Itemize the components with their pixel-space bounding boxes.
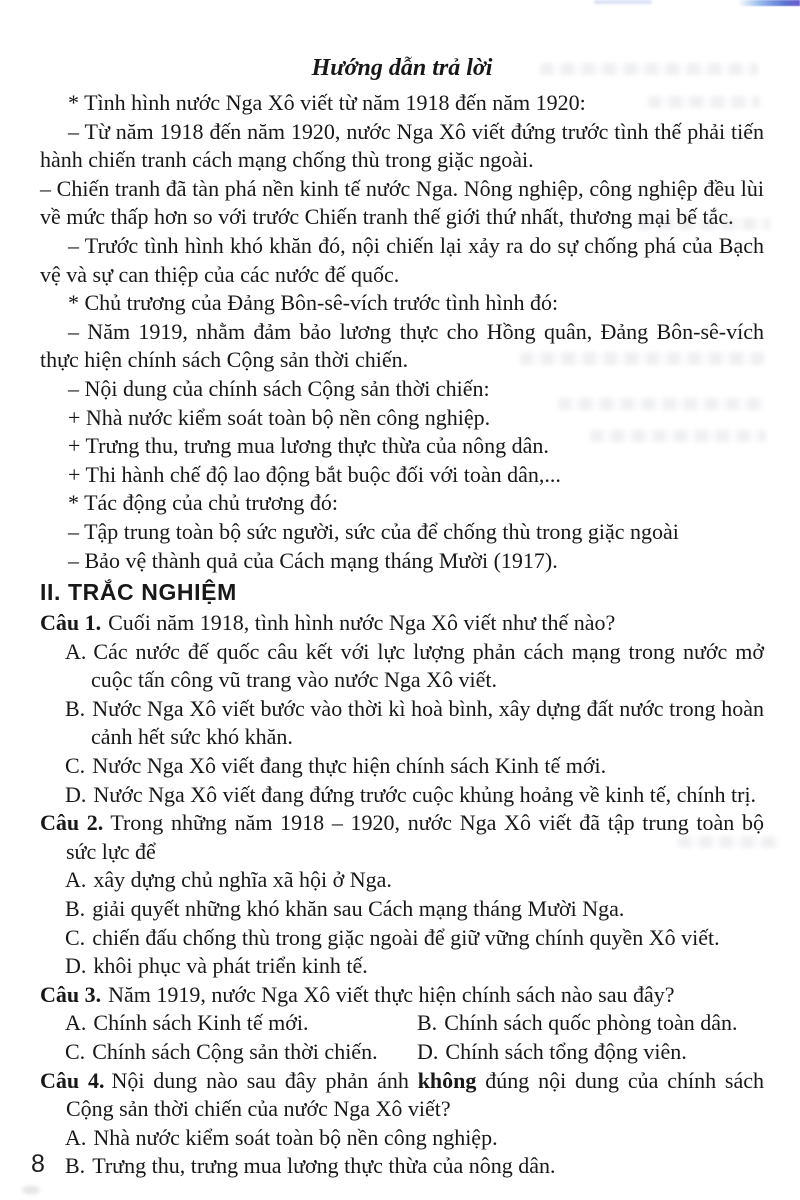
question-4-label: Câu 4.: [40, 1067, 105, 1093]
option-label: B.: [417, 1010, 438, 1036]
scan-artifact-dot: [22, 1186, 40, 1194]
question-3-option-c: [65, 1038, 417, 1067]
option-label: C.: [65, 753, 86, 779]
page-title: Hướng dẫn trả lời: [311, 55, 493, 81]
question-4-body-pre: Nội dung nào sau đây phản ánh: [111, 1067, 418, 1093]
question-4: [40, 1067, 764, 1181]
question-1-option-b: [65, 695, 764, 752]
question-2-option-b: [65, 895, 764, 924]
option-text: Trưng thu, trưng mua lương thực thừa của nông dân.: [92, 1153, 556, 1179]
guide-paragraph: * Tác động của chủ trương đó:: [68, 490, 338, 516]
guide-paragraph: + Nhà nước kiểm soát toàn bộ nền công nghiệp.: [68, 404, 491, 430]
question-1-label: Câu 1.: [40, 610, 102, 636]
option-label: B.: [65, 695, 86, 721]
option-label: B.: [65, 1153, 86, 1179]
guide-paragraph: – Trước tình hình khó khăn đó, nội chiến lại xảy ra do sự chống phá của Bạch vệ và sự can thiệp của các nước đế quốc.: [40, 232, 764, 287]
scan-artifact-smudge: [594, 0, 652, 4]
option-label: D.: [65, 781, 87, 807]
option-label: A.: [65, 638, 87, 664]
scan-artifact-corner-strip: [738, 0, 800, 6]
question-3-label: Câu 3.: [40, 981, 102, 1007]
question-1-option-d: [65, 781, 764, 810]
guide-paragraph: – Từ năm 1918 đến năm 1920, nước Nga Xô viết đứng trước tình thế phải tiến hành chiến tranh cách mạng chống thù trong giặc ngoài.: [40, 118, 764, 173]
question-3-text: [40, 981, 764, 1010]
option-text: Nước Nga Xô viết đang thực hiện chính sách Kinh tế mới.: [92, 753, 607, 779]
guide-paragraph: + Thi hành chế độ lao động bắt buộc đối với toàn dân,...: [68, 461, 561, 487]
option-text: Chính sách Cộng sản thời chiến.: [92, 1039, 378, 1064]
option-text: Nhà nước kiểm soát toàn bộ nền công nghiệp.: [93, 1124, 498, 1150]
question-2-body: Trong những năm 1918 – 1920, nước Nga Xô viết đã tập trung toàn bộ sức lực để: [66, 810, 764, 864]
question-3-option-d: [417, 1038, 764, 1067]
guide-paragraph: + Trưng thu, trưng mua lương thực thừa của nông dân.: [68, 433, 549, 459]
answer-guide-section: [40, 89, 764, 575]
question-4-body-post: đúng nội dung của chính sách Cộng sản thời chiến của nước Nga Xô viết?: [66, 1067, 765, 1122]
option-label: D.: [417, 1039, 439, 1064]
question-3-option-a: [65, 1009, 417, 1038]
option-text: giải quyết những khó khăn sau Cách mạng tháng Mười Nga.: [92, 896, 625, 922]
guide-paragraph: – Bảo vệ thành quả của Cách mạng tháng Mười (1917).: [68, 547, 558, 573]
option-label: C.: [65, 1039, 86, 1064]
option-text: Nước Nga Xô viết bước vào thời kì hoà bình, xây dựng đất nước trong hoàn cảnh hết sức khó khăn.: [91, 695, 764, 750]
option-text: chiến đấu chống thù trong giặc ngoài để giữ vững chính quyền Xô viết.: [92, 924, 720, 950]
question-4-option-b: [65, 1152, 764, 1181]
guide-paragraph: – Nội dung của chính sách Cộng sản thời chiến:: [68, 375, 490, 401]
question-2-option-d: [65, 952, 764, 981]
option-text: Nước Nga Xô viết đang đứng trước cuộc khủng hoảng về kinh tế, chính trị.: [93, 781, 757, 807]
question-2-option-a: [65, 866, 764, 895]
question-1-body: Cuối năm 1918, tình hình nước Nga Xô viết như thế nào?: [108, 610, 616, 636]
option-text: Chính sách tổng động viên.: [445, 1039, 687, 1064]
option-label: A.: [65, 1124, 87, 1150]
guide-paragraph: * Tình hình nước Nga Xô viết từ năm 1918 đến năm 1920:: [68, 90, 586, 115]
page-number: 8: [31, 1150, 45, 1178]
question-2-option-c: [65, 924, 764, 953]
question-3-body: Năm 1919, nước Nga Xô viết thực hiện chính sách nào sau đây?: [108, 981, 675, 1007]
option-text: khôi phục và phát triển kinh tế.: [93, 953, 368, 979]
guide-paragraph: – Chiến tranh đã tàn phá nền kinh tế nước Nga. Nông nghiệp, công nghiệp đều lùi về mức thấp hơn so với trước Chiến tranh thế giới thứ nhất, thương mại bế tắc.: [40, 175, 764, 230]
question-3-options: [65, 1009, 764, 1066]
option-text: Chính sách Kinh tế mới.: [93, 1010, 309, 1036]
guide-paragraph: * Chủ trương của Đảng Bôn-sê-vích trước tình hình đó:: [68, 290, 559, 316]
question-4-text: [40, 1067, 764, 1124]
question-1-option-c: [65, 752, 764, 781]
question-1-option-a: [65, 638, 764, 695]
quiz-section: [40, 609, 764, 1181]
option-text: Các nước đế quốc câu kết với lực lượng phản cách mạng trong nước mở cuộc tấn công vũ trang vào nước Nga Xô viết.: [91, 638, 764, 693]
question-2-label: Câu 2.: [40, 810, 104, 836]
option-label: C.: [65, 924, 86, 950]
question-1-text: [40, 609, 764, 638]
quiz-section-heading: II. TRẮC NGHIỆM: [40, 579, 237, 606]
question-3-option-b: [417, 1009, 764, 1038]
question-4-emphasis: không: [417, 1067, 477, 1093]
question-3: [40, 981, 764, 1067]
option-label: A.: [65, 867, 87, 893]
option-label: B.: [65, 896, 86, 922]
question-1: [40, 609, 764, 809]
guide-paragraph: – Tập trung toàn bộ sức người, sức của để chống thù trong giặc ngoài: [68, 518, 679, 544]
question-2-text: [40, 809, 764, 866]
option-text: xây dựng chủ nghĩa xã hội ở Nga.: [93, 867, 392, 893]
option-label: D.: [65, 953, 87, 979]
question-2: [40, 809, 764, 981]
option-text: Chính sách quốc phòng toàn dân.: [444, 1010, 738, 1036]
option-label: A.: [65, 1010, 87, 1036]
question-4-option-a: [65, 1124, 764, 1153]
guide-paragraph: – Năm 1919, nhằm đảm bảo lương thực cho Hồng quân, Đảng Bôn-sê-vích thực hiện chính sách Cộng sản thời chiến.: [40, 318, 764, 373]
